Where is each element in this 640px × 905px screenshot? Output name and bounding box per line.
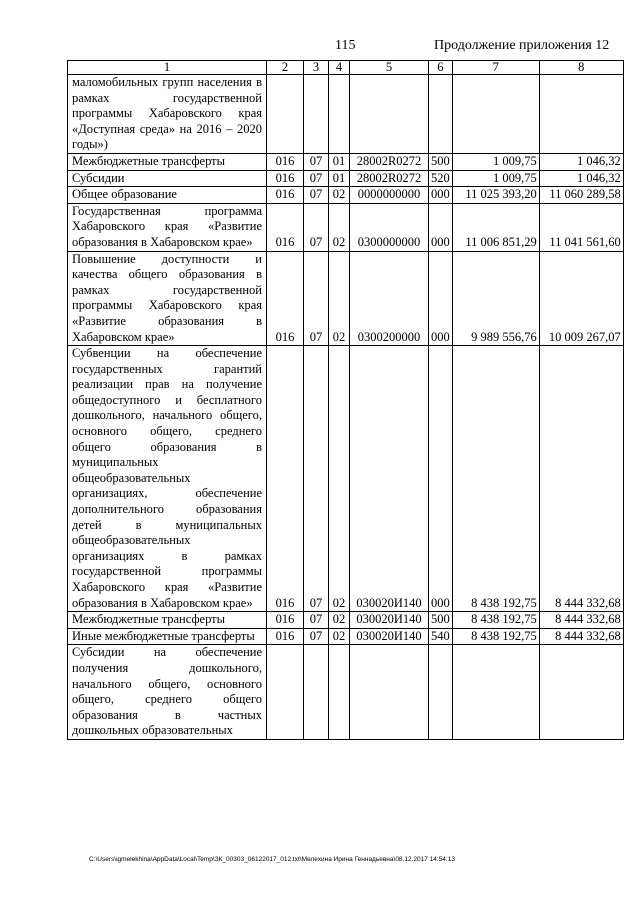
target-article-cell (350, 645, 429, 740)
target-article-cell: 0000000000 (350, 187, 429, 204)
subsection-cell: 02 (329, 628, 350, 645)
appendix-caption: Продолжение приложения 12 (434, 38, 610, 53)
row-name-cell: Общее образование (68, 187, 267, 204)
subsection-cell: 02 (329, 203, 350, 251)
table-row (68, 75, 624, 154)
table-header-row (68, 61, 624, 75)
subsection-cell: 02 (329, 346, 350, 612)
gr-code-cell: 016 (267, 346, 304, 612)
column-header: 8 (539, 61, 623, 75)
row-name-cell: Иные межбюджетные трансферты (68, 628, 267, 645)
amount-year1-cell: 1 009,75 (452, 153, 539, 170)
amount-year2-cell (539, 75, 623, 154)
row-name-cell: Повышение доступности и качества общего образования в рамках государственной программы Хабаровского края «Развитие образования в Хабаровском крае» (68, 251, 267, 346)
column-header: 1 (68, 61, 267, 75)
target-article-cell: 0300000000 (350, 203, 429, 251)
target-article-cell (350, 75, 429, 154)
expense-type-cell: 000 (429, 346, 453, 612)
expense-type-cell: 000 (429, 251, 453, 346)
expense-type-cell: 000 (429, 203, 453, 251)
subsection-cell: 02 (329, 187, 350, 204)
section-cell: 07 (304, 251, 329, 346)
target-article-cell: 030020И140 (350, 612, 429, 629)
subsection-cell (329, 645, 350, 740)
subsection-cell: 02 (329, 251, 350, 346)
amount-year1-cell: 11 025 393,20 (452, 187, 539, 204)
amount-year1-cell: 8 438 192,75 (452, 628, 539, 645)
column-header: 7 (452, 61, 539, 75)
amount-year1-cell: 11 006 851,29 (452, 203, 539, 251)
table-body (68, 75, 624, 740)
section-cell: 07 (304, 153, 329, 170)
table-row (68, 346, 624, 612)
row-name-cell: Субсидии на обеспечение получения дошкольного, начального общего, основного общего, среднего общего образования в частных дошкольных образовательных (68, 645, 267, 740)
table-row (68, 612, 624, 629)
amount-year1-cell (452, 645, 539, 740)
row-name-cell: Субсидии (68, 170, 267, 187)
section-cell (304, 75, 329, 154)
amount-year1-cell: 8 438 192,75 (452, 346, 539, 612)
row-name-cell: Субвенции на обеспечение государственных гарантий реализации прав на получение общедоступного и бесплатного дошкольного, начального общего, основного общего, среднего общего образования в муниципальных общеобразовательных организациях, обеспечение дополнительного образования детей в муниципальных общеобразовательных организациях в рамках государственной программы Хабаровского края «Развитие образования в Хабаровском крае» (68, 346, 267, 612)
section-cell: 07 (304, 346, 329, 612)
amount-year1-cell: 9 989 556,76 (452, 251, 539, 346)
budget-table (67, 60, 624, 740)
gr-code-cell: 016 (267, 187, 304, 204)
table-row (68, 645, 624, 740)
gr-code-cell: 016 (267, 251, 304, 346)
subsection-cell: 02 (329, 612, 350, 629)
expense-type-cell: 000 (429, 187, 453, 204)
target-article-cell: 28002R0272 (350, 153, 429, 170)
footer-path: C:\Users\igmelekhina\AppData\Local\Temp\ЗК_00303_06122017_012.txt\Мелехина Ирина Геннадьевна\08.12.2017 14:54:13 (89, 856, 455, 863)
amount-year2-cell: 1 046,32 (539, 153, 623, 170)
gr-code-cell: 016 (267, 153, 304, 170)
subsection-cell: 01 (329, 153, 350, 170)
column-header: 4 (329, 61, 350, 75)
subsection-cell: 01 (329, 170, 350, 187)
row-name-cell: Межбюджетные трансферты (68, 153, 267, 170)
row-name-cell: Межбюджетные трансферты (68, 612, 267, 629)
subsection-cell (329, 75, 350, 154)
table-row (68, 170, 624, 187)
table-row (68, 203, 624, 251)
column-header: 5 (350, 61, 429, 75)
expense-type-cell: 540 (429, 628, 453, 645)
table-row (68, 251, 624, 346)
section-cell: 07 (304, 170, 329, 187)
gr-code-cell: 016 (267, 203, 304, 251)
gr-code-cell (267, 75, 304, 154)
column-header: 2 (267, 61, 304, 75)
amount-year2-cell: 10 009 267,07 (539, 251, 623, 346)
target-article-cell: 030020И140 (350, 346, 429, 612)
table-row (68, 153, 624, 170)
gr-code-cell (267, 645, 304, 740)
section-cell: 07 (304, 187, 329, 204)
target-article-cell: 030020И140 (350, 628, 429, 645)
target-article-cell: 28002R0272 (350, 170, 429, 187)
amount-year1-cell: 1 009,75 (452, 170, 539, 187)
row-name-cell: маломобильных групп населения в рамках государственной программы Хабаровского края «Доступная среда» на 2016 – 2020 годы») (68, 75, 267, 154)
expense-type-cell: 500 (429, 612, 453, 629)
gr-code-cell: 016 (267, 628, 304, 645)
amount-year2-cell: 11 060 289,58 (539, 187, 623, 204)
expense-type-cell: 520 (429, 170, 453, 187)
section-cell: 07 (304, 203, 329, 251)
table-row (68, 187, 624, 204)
gr-code-cell: 016 (267, 612, 304, 629)
gr-code-cell: 016 (267, 170, 304, 187)
amount-year2-cell: 8 444 332,68 (539, 628, 623, 645)
section-cell: 07 (304, 628, 329, 645)
amount-year2-cell: 11 041 561,60 (539, 203, 623, 251)
expense-type-cell: 500 (429, 153, 453, 170)
amount-year2-cell (539, 645, 623, 740)
page-number: 115 (335, 38, 356, 53)
column-header: 6 (429, 61, 453, 75)
amount-year1-cell (452, 75, 539, 154)
column-header: 3 (304, 61, 329, 75)
table-row (68, 628, 624, 645)
target-article-cell: 0300200000 (350, 251, 429, 346)
amount-year1-cell: 8 438 192,75 (452, 612, 539, 629)
section-cell: 07 (304, 612, 329, 629)
expense-type-cell (429, 75, 453, 154)
row-name-cell: Государственная программа Хабаровского края «Развитие образования в Хабаровском крае» (68, 203, 267, 251)
amount-year2-cell: 1 046,32 (539, 170, 623, 187)
expense-type-cell (429, 645, 453, 740)
section-cell (304, 645, 329, 740)
amount-year2-cell: 8 444 332,68 (539, 612, 623, 629)
amount-year2-cell: 8 444 332,68 (539, 346, 623, 612)
